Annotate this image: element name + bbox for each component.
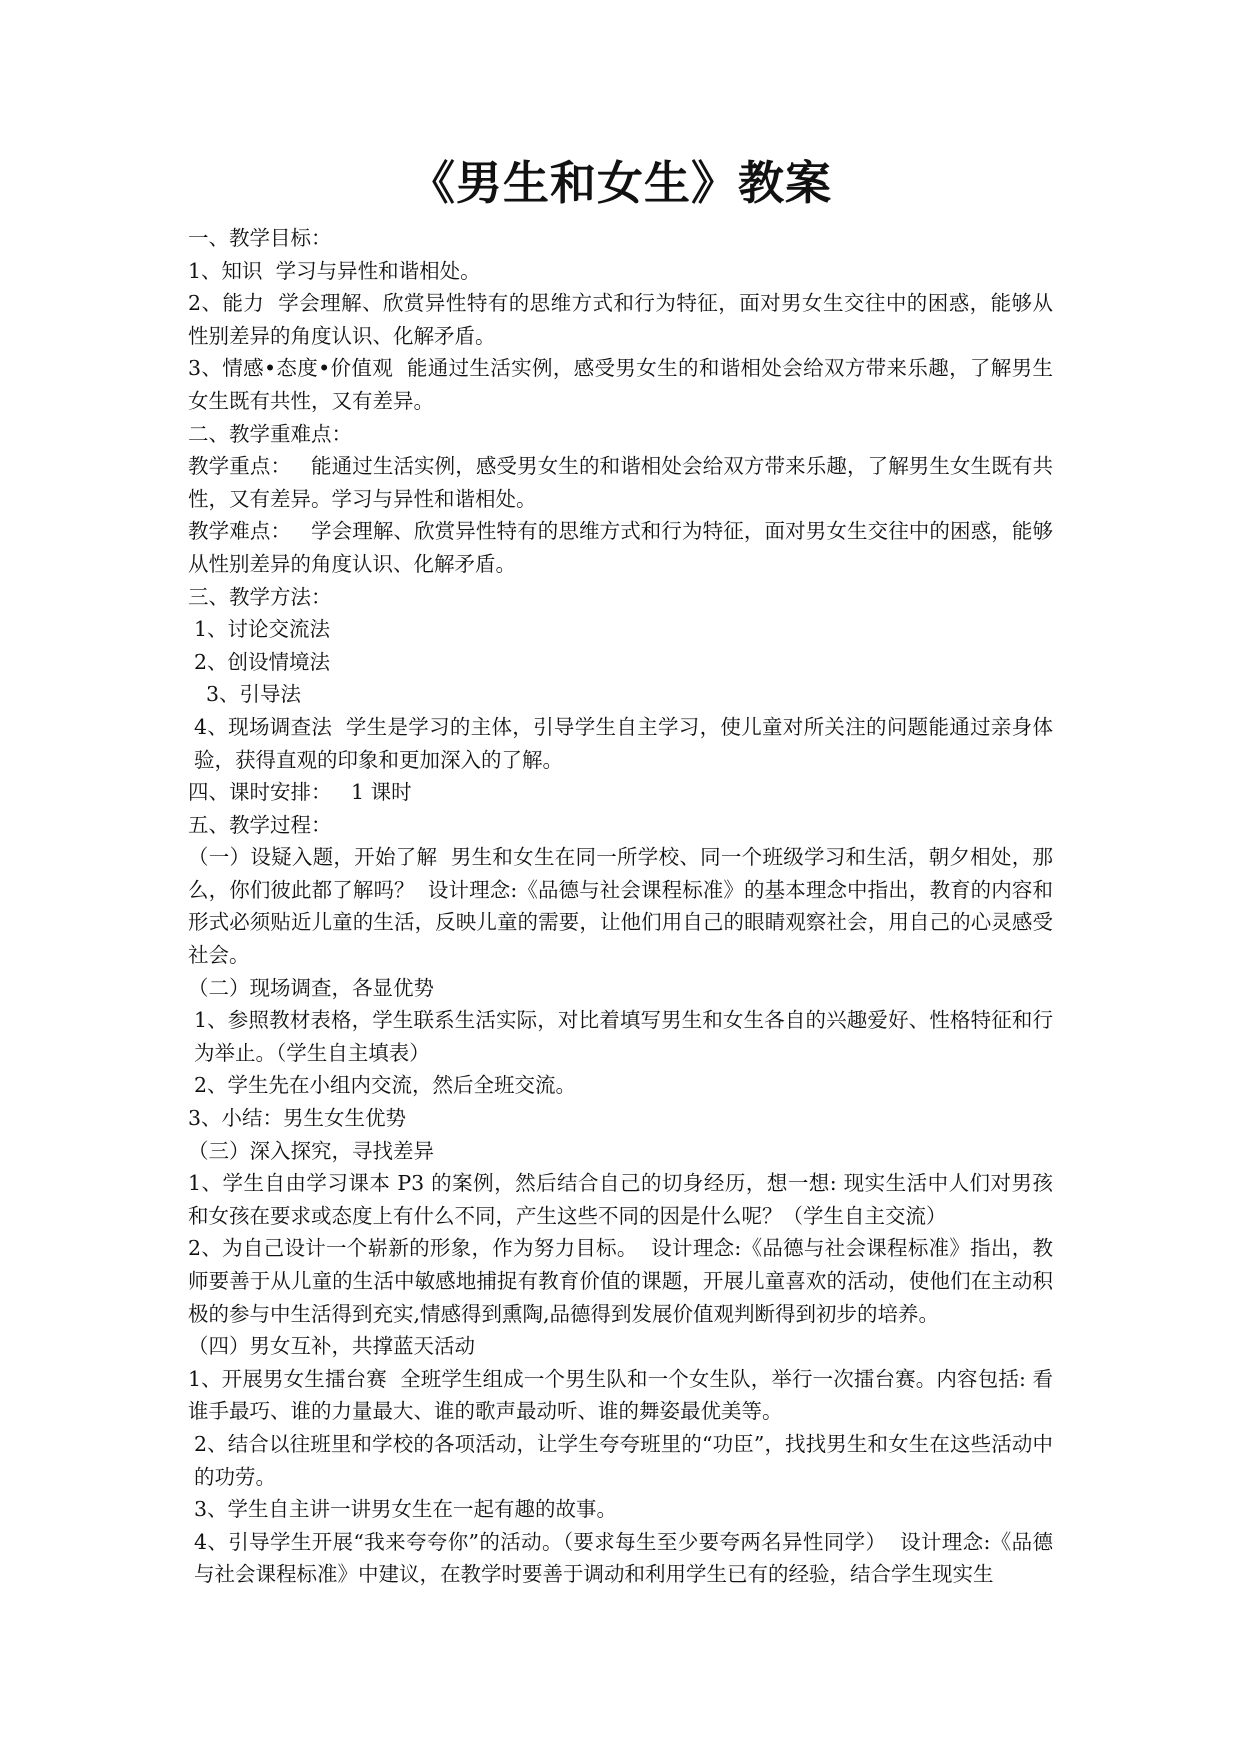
section-heading-process: 五、教学过程：	[188, 812, 332, 837]
process-item: 2、为自己设计一个崭新的形象，作为努力目标。 设计理念:《品德与社会课程标准》指出，教师要善于从儿童的生活中敏感地捕捉有教育价值的课题，开展儿童喜欢的活动，使他们在主动积极的参与中生活得到充实,情感得到熏陶,品德得到发展价值观判断得到初步的培养。	[188, 1236, 1053, 1326]
process-item: 3、学生自主讲一讲男女生在一起有趣的故事。	[194, 1497, 618, 1522]
process-item: 1、学生自由学习课本 P3 的案例，然后结合自己的切身经历，想一想: 现实生活中人们对男孩和女孩在要求或态度上有什么不同，产生这些不同的因是什么呢？（学生自主交流）	[188, 1171, 1053, 1228]
process-item: 1、开展男女生擂台赛 全班学生组成一个男生队和一个女生队，举行一次擂台赛。内容包括: 看谁手最巧、谁的力量最大、谁的歌声最动听、谁的舞姿最优美等。	[188, 1366, 1053, 1424]
method-item: 4、现场调查法 学生是学习的主体，引导学生自主学习，使儿童对所关注的问题能通过亲身体验，获得直观的印象和更加深入的了解。	[194, 714, 1053, 772]
method-item: 3、引导法	[206, 682, 302, 707]
objective-knowledge: 1、知识 学习与异性和谐相处。	[188, 258, 481, 283]
method-item: 1、讨论交流法	[194, 617, 331, 642]
section-heading-objectives: 一、教学目标：	[188, 226, 332, 250]
key-point: 教学重点： 能通过生活实例，感受男女生的和谐相处会给双方带来乐趣，了解男生女生既有共性，又有差异。学习与异性和谐相处。	[188, 454, 1053, 511]
process-step-heading: （二）现场调查，各显优势	[188, 975, 434, 1000]
difficult-point: 教学难点： 学会理解、欣赏异性特有的思维方式和行为特征，面对男女生交往中的困惑，能够从性别差异的角度认识、化解矛盾。	[188, 519, 1053, 576]
section-heading-schedule: 四、课时安排： 1 课时	[188, 780, 412, 805]
process-item: 3、小结：男生女生优势	[188, 1106, 407, 1131]
objective-ability: 2、能力 学会理解、欣赏异性特有的思维方式和行为特征，面对男女生交往中的困惑，能够从性别差异的角度认识、化解矛盾。	[188, 291, 1053, 348]
section-heading-methods: 三、教学方法：	[188, 584, 332, 609]
process-step-heading: （四）男女互补，共撑蓝天活动	[188, 1334, 475, 1359]
method-item: 2、创设情境法	[194, 649, 331, 674]
document-body	[188, 222, 1053, 1591]
objective-emotion: 3、情感•态度•价值观 能通过生活实例，感受男女生的和谐相处会给双方带来乐趣，了解男生女生既有共性，又有差异。	[188, 356, 1053, 413]
section-heading-key-points: 二、教学重难点：	[188, 421, 352, 446]
process-item: 2、学生先在小组内交流，然后全班交流。	[194, 1073, 577, 1098]
document-title: 《男生和女生》教案	[409, 156, 832, 210]
process-item: 1、参照教材表格，学生联系生活实际，对比着填写男生和女生各自的兴趣爱好、性格特征和行为举止。（学生自主填表）	[194, 1008, 1053, 1065]
process-item: 2、结合以往班里和学校的各项活动，让学生夸夸班里的“功臣”，找找男生和女生在这些活动中的功劳。	[194, 1431, 1053, 1489]
process-item: 4、引导学生开展“我来夸夸你”的活动。（要求每生至少要夸两名异性同学） 设计理念:《品德与社会课程标准》中建议，在教学时要善于调动和利用学生已有的经验，结合学生现实生	[194, 1529, 1053, 1587]
process-step-heading: （三）深入探究，寻找差异	[188, 1138, 434, 1163]
process-step: （一）设疑入题，开始了解 男生和女生在同一所学校、同一个班级学习和生活，朝夕相处，那么，你们彼此都了解吗？ 设计理念:《品德与社会课程标准》的基本理念中指出，教育的内容和形式必须贴近儿童的生活，反映儿童的需要，让他们用自己的眼睛观察社会，用自己的心灵感受社会。	[188, 845, 1053, 968]
